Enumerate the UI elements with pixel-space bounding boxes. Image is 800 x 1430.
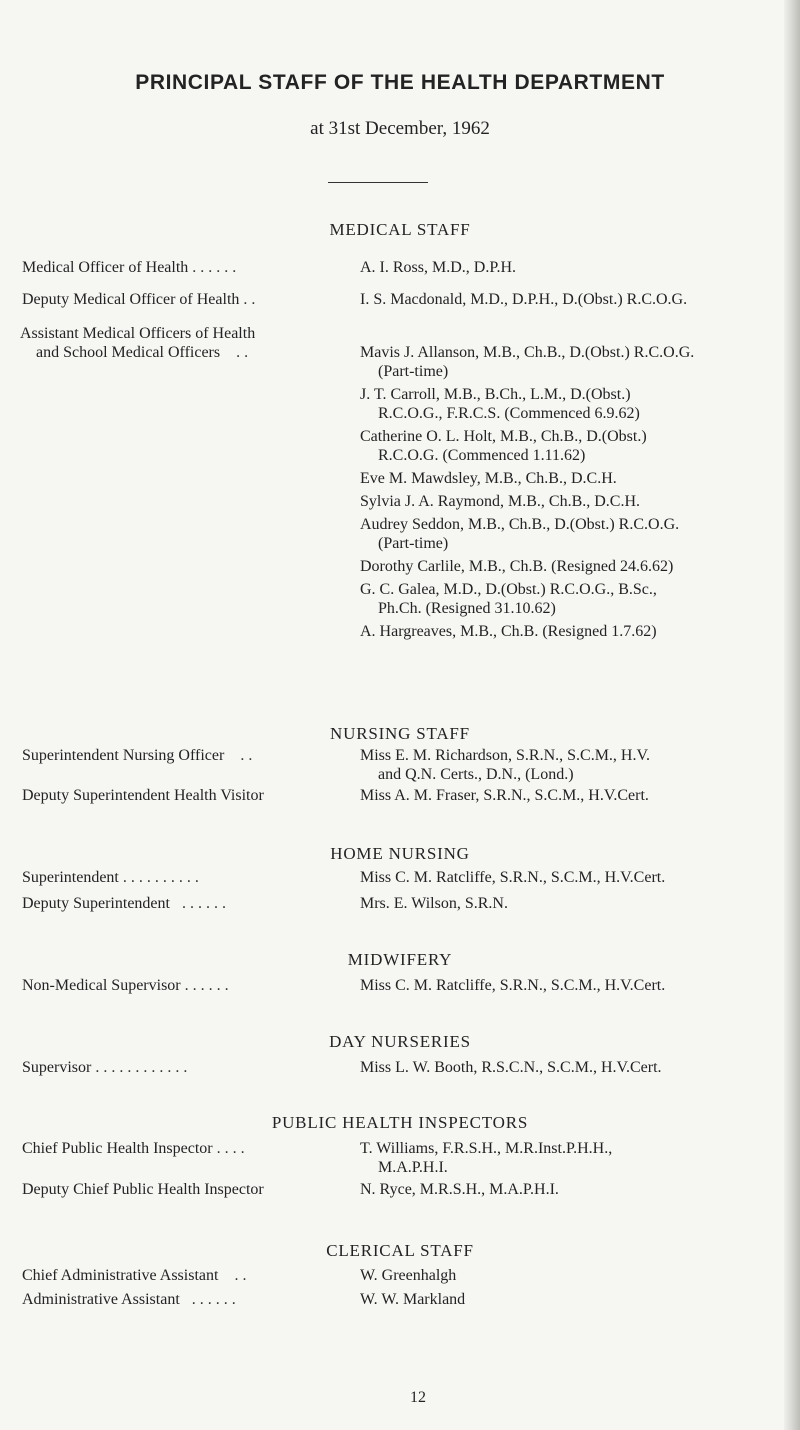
name-medical-officer-of-health: A. I. Ross, M.D., D.P.H. — [360, 259, 517, 276]
name-deputy-medical-officer: I. S. Macdonald, M.D., D.P.H., D.(Obst.) R.C.O.G. — [360, 291, 688, 308]
name-home-nursing-deputy-superintendent: Mrs. E. Wilson, S.R.N. — [360, 895, 508, 912]
list-assistant-medical-officers — [360, 343, 765, 645]
list-item: Catherine O. L. Holt, M.B., Ch.B., D.(Obst.) R.C.O.G. (Commenced 1.11.62) — [360, 428, 647, 464]
heading-nursing-staff: NURSING STAFF — [330, 724, 470, 743]
page-edge-shadow — [784, 0, 800, 1430]
list-item: G. C. Galea, M.D., D.(Obst.) R.C.O.G., B.Sc., Ph.Ch. (Resigned 31.10.62) — [360, 581, 657, 617]
heading-medical-staff: MEDICAL STAFF — [329, 220, 471, 239]
name-deputy-superintendent-health-visitor: Miss A. M. Fraser, S.R.N., S.C.M., H.V.Cert. — [360, 787, 649, 804]
list-item: Eve M. Mawdsley, M.B., Ch.B., D.C.H. — [360, 470, 617, 487]
list-item: Dorothy Carlile, M.B., Ch.B. (Resigned 24.6.62) — [360, 558, 674, 575]
role-chief-public-health-inspector: Chief Public Health Inspector . . . . — [22, 1140, 245, 1157]
role-home-nursing-superintendent: Superintendent . . . . . . . . . . — [22, 869, 199, 886]
role-administrative-assistant: Administrative Assistant . . . . . . — [22, 1291, 236, 1308]
list-item: Mavis J. Allanson, M.B., Ch.B., D.(Obst.) R.C.O.G. (Part-time) — [360, 344, 695, 380]
heading-clerical-staff: CLERICAL STAFF — [326, 1241, 474, 1260]
role-deputy-superintendent-health-visitor: Deputy Superintendent Health Visitor — [22, 787, 264, 804]
role-medical-officer-of-health: Medical Officer of Health . . . . . . — [22, 259, 237, 276]
role-deputy-chief-public-health-inspector: Deputy Chief Public Health Inspector — [22, 1181, 264, 1198]
name-non-medical-supervisor: Miss C. M. Ratcliffe, S.R.N., S.C.M., H.V.Cert. — [360, 977, 666, 994]
list-item: A. Hargreaves, M.B., Ch.B. (Resigned 1.7.62) — [360, 623, 657, 640]
name-deputy-chief-public-health-inspector: N. Ryce, M.R.S.H., M.A.P.H.I. — [360, 1181, 559, 1198]
title-divider — [328, 182, 428, 183]
heading-day-nurseries: DAY NURSERIES — [329, 1032, 471, 1051]
heading-public-health-inspectors: PUBLIC HEALTH INSPECTORS — [271, 1113, 529, 1132]
name-superintendent-nursing-officer: Miss E. M. Richardson, S.R.N., S.C.M., H.V. and Q.N. Certs., D.N., (Lond.) — [360, 747, 650, 783]
role-home-nursing-deputy-superintendent: Deputy Superintendent . . . . . . — [22, 895, 226, 912]
name-administrative-assistant: W. W. Markland — [360, 1291, 466, 1308]
heading-home-nursing: HOME NURSING — [330, 844, 470, 863]
name-chief-public-health-inspector: T. Williams, F.R.S.H., M.R.Inst.P.H.H., M.A.P.H.I. — [360, 1140, 613, 1176]
role-chief-administrative-assistant: Chief Administrative Assistant . . — [22, 1267, 247, 1284]
role-non-medical-supervisor: Non-Medical Supervisor . . . . . . — [22, 977, 229, 994]
name-home-nursing-superintendent: Miss C. M. Ratcliffe, S.R.N., S.C.M., H.V.Cert. — [360, 869, 666, 886]
list-item: J. T. Carroll, M.B., B.Ch., L.M., D.(Obst.) R.C.O.G., F.R.C.S. (Commenced 6.9.62) — [360, 386, 640, 422]
heading-midwifery: MIDWIFERY — [347, 950, 453, 969]
page-number: 12 — [410, 1389, 426, 1406]
name-chief-administrative-assistant: W. Greenhalgh — [360, 1267, 457, 1284]
page-title: PRINCIPAL STAFF OF THE HEALTH DEPARTMENT — [135, 71, 665, 94]
role-day-nurseries-supervisor: Supervisor . . . . . . . . . . . . — [22, 1059, 188, 1076]
role-assistant-medical-officers: Assistant Medical Officers of Health and School Medical Officers . . — [20, 325, 256, 361]
role-deputy-medical-officer: Deputy Medical Officer of Health . . — [22, 291, 256, 308]
list-item: Sylvia J. A. Raymond, M.B., Ch.B., D.C.H. — [360, 493, 641, 510]
page-subtitle: at 31st December, 1962 — [310, 118, 490, 139]
role-superintendent-nursing-officer: Superintendent Nursing Officer . . — [22, 747, 253, 764]
list-item: Audrey Seddon, M.B., Ch.B., D.(Obst.) R.C.O.G. (Part-time) — [360, 516, 680, 552]
name-day-nurseries-supervisor: Miss L. W. Booth, R.S.C.N., S.C.M., H.V.Cert. — [360, 1059, 662, 1076]
